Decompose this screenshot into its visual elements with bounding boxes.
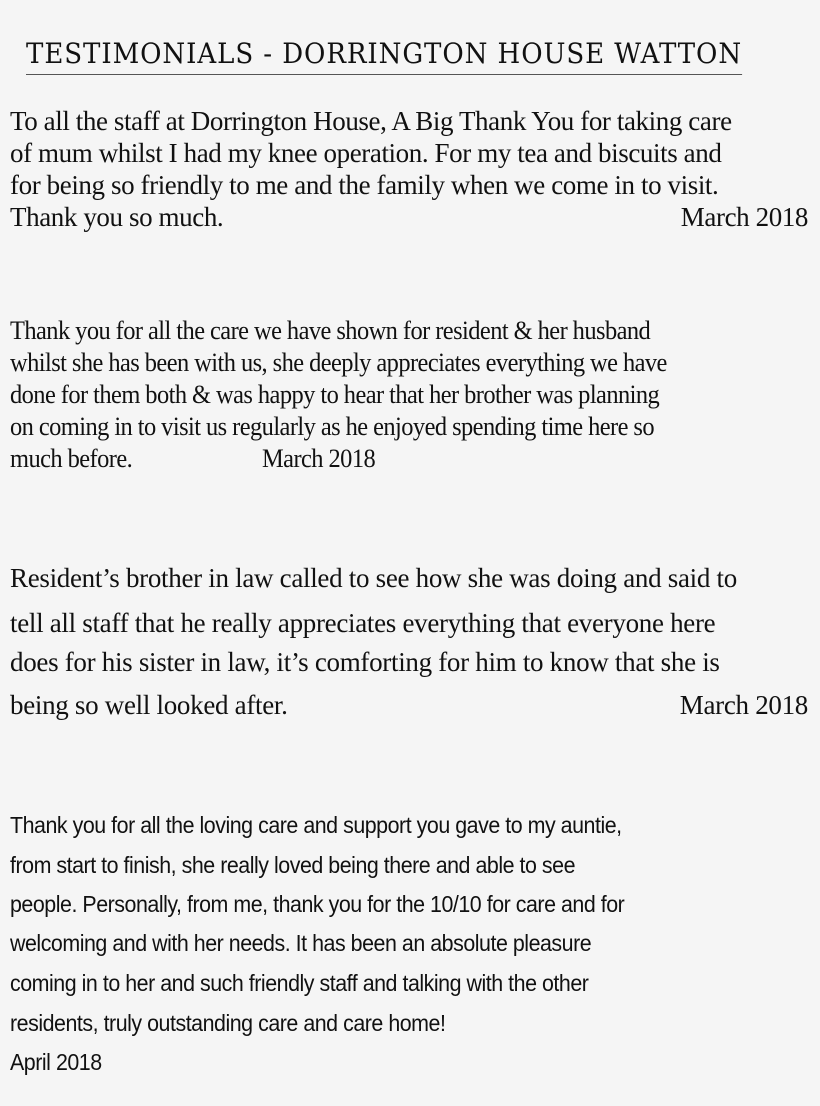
testimonial-line: coming in to her and such friendly staff and talking with the other	[10, 970, 589, 996]
testimonial-date: March 2018	[680, 202, 808, 232]
testimonial-line: welcoming and with her needs. It has been an absolute pleasure	[10, 930, 592, 956]
testimonial-line: residents, truly outstanding care and care home!	[10, 1010, 446, 1036]
testimonial-date: March 2018	[679, 690, 808, 720]
page-title: TESTIMONIALS - DORRINGTON HOUSE WATTON	[26, 34, 742, 75]
testimonial-line: Thank you for all the loving care and support you gave to my auntie,	[10, 812, 622, 838]
testimonial-line: done for them both & was happy to hear that her brother was planning	[10, 380, 660, 409]
testimonial-line: Resident’s brother in law called to see how she was doing and said to	[10, 563, 737, 593]
testimonial-line: on coming in to visit us regularly as he enjoyed spending time here so	[10, 412, 655, 441]
testimonial-line: of mum whilst I had my knee operation. For my tea and biscuits and	[10, 138, 722, 168]
testimonial-line: tell all staff that he really appreciates everything that everyone here	[10, 608, 716, 638]
testimonial-line: Thank you for all the care we have shown for resident & her husband	[10, 316, 651, 345]
testimonial-line: being so well looked after.	[10, 690, 288, 720]
testimonial-line: does for his sister in law, it’s comforting for him to know that she is	[10, 647, 720, 677]
testimonial-line: To all the staff at Dorrington House, A Big Thank You for taking care	[10, 106, 732, 136]
testimonial-line: Thank you so much.	[10, 202, 224, 232]
testimonial-date: March 2018	[262, 444, 376, 473]
testimonial-line: people. Personally, from me, thank you for the 10/10 for care and for	[10, 891, 625, 917]
testimonial-line: much before.	[10, 444, 133, 473]
testimonial-line: from start to finish, she really loved being there and able to see	[10, 852, 576, 878]
testimonial-line: whilst she has been with us, she deeply appreciates everything we have	[10, 348, 667, 377]
testimonial-line: for being so friendly to me and the family when we come in to visit.	[10, 170, 719, 200]
testimonial-date: April 2018	[10, 1049, 102, 1075]
